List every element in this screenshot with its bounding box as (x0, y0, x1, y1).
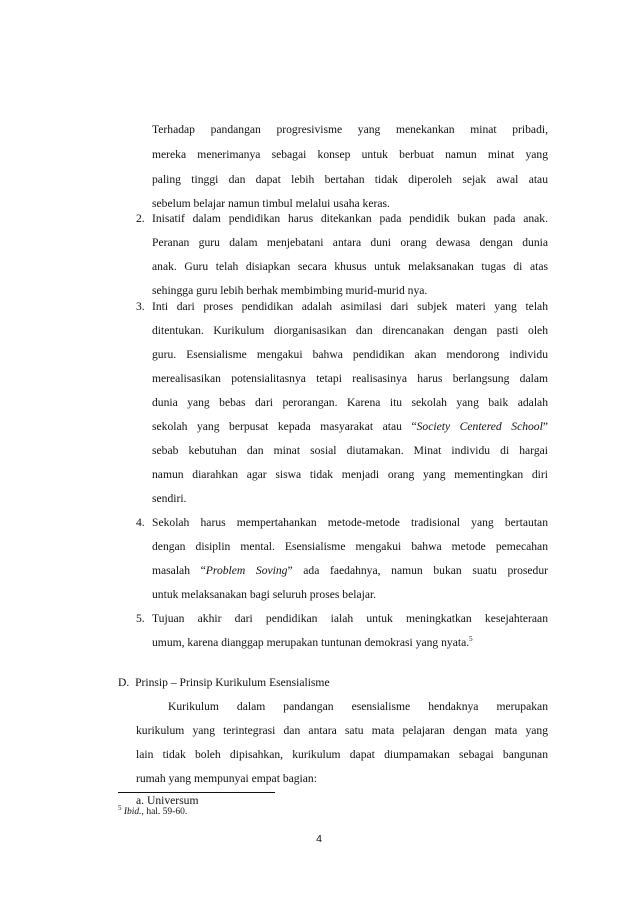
footnote-number: 5 (118, 803, 122, 812)
section-heading (118, 676, 330, 690)
footnote-source: Ibid., (123, 807, 144, 817)
text-line: namun diarahkan agar siswa tidak menjadi orang yang mementingkan diri (152, 468, 548, 481)
text-line: sendiri. (152, 492, 187, 505)
text-line: sekolah yang berpusat kepada masyarakat atau “Society Centered School” (152, 420, 548, 433)
footnote-ref: 5 (469, 635, 473, 644)
text-line: Sekolah harus mempertahankan metode-metode tradisional yang bertautan (152, 516, 548, 529)
text-line: paling tinggi dan dapat lebih bertahan tidak diperoleh sejak awal atau (152, 173, 548, 186)
italic-phrase: Problem Soving (205, 564, 288, 577)
text-line: Terhadap pandangan progresivisme yang menekankan minat pribadi, (152, 123, 548, 136)
section-label: D. (118, 676, 130, 689)
text-line: untuk melaksanakan bagi seluruh proses belajar. (152, 588, 377, 601)
italic-phrase: Society Centered School (416, 420, 543, 433)
text-line: dengan disiplin mental. Esensialisme mengakui bahwa metode pemecahan (152, 540, 548, 553)
text-line: Inisatif dalam pendidikan harus ditekankan pada pendidik bukan pada anak. (152, 212, 548, 225)
text-line: dunia yang bebas dari perorangan. Karena itu sekolah yang baik adalah (152, 396, 548, 409)
text-line: ditentukan. Kurikulum diorganisasikan dan direncanakan dengan pasti oleh (152, 324, 548, 337)
list-number: 3. (136, 300, 145, 313)
sub-item: a. Universum (136, 794, 199, 807)
text-line: mereka menerimanya sebagai konsep untuk berbuat namun minat yang (152, 148, 548, 161)
text-line: sehingga guru lebih berhak membimbing murid-murid nya. (152, 284, 428, 297)
text-line: kurikulum yang terintegrasi dan antara satu mata pelajaran dengan mata yang (136, 724, 548, 737)
text-line: rumah yang mempunyai empat bagian: (136, 772, 317, 785)
page-number: 4 (316, 833, 322, 845)
list-number: 5. (136, 612, 145, 625)
text-line: guru. Esensialisme mengakui bahwa pendidikan akan mendorong individu (152, 348, 548, 361)
text-line: Tujuan akhir dari pendidikan ialah untuk meningkatkan kesejahteraan (152, 612, 548, 625)
text-line-content: umum, karena dianggap merupakan tuntunan demokrasi yang nyata. (152, 636, 470, 649)
text-line: Kurikulum dalam pandangan esensialisme hendaknya merupakan (168, 700, 548, 713)
text-line: anak. Guru telah disiapkan secara khusus untuk melaksanakan tugas di atas (152, 260, 548, 273)
text-line: lain tidak boleh dipisahkan, kurikulum dapat diumpamakan sebagai bangunan (136, 748, 548, 761)
text-line: masalah “Problem Soving” ada faedahnya, namun bukan suatu prosedur (152, 564, 549, 577)
text-line: merealisasikan potensialitasnya tetapi realisasinya harus berlangsung dalam (152, 372, 548, 385)
section-title: Prinsip – Prinsip Kurikulum Esensialisme (135, 676, 330, 689)
text-line: Inti dari proses pendidikan adalah asimilasi dari subjek materi yang telah (152, 300, 548, 313)
text-line: sebab kebutuhan dan minat sosial diutamakan. Minat individu di hargai (152, 444, 548, 457)
text-line: Peranan guru dalam menjebatani antara duni orang dewasa dengan dunia (152, 236, 548, 249)
footnote-divider (118, 792, 275, 793)
footnote-text: hal. 59-60. (146, 807, 188, 817)
list-number: 2. (136, 212, 145, 225)
footnote (118, 803, 188, 818)
text-line: sebelum belajar namun timbul melalui usaha keras. (152, 197, 390, 210)
list-number: 4. (136, 516, 145, 529)
text-line (152, 636, 473, 650)
